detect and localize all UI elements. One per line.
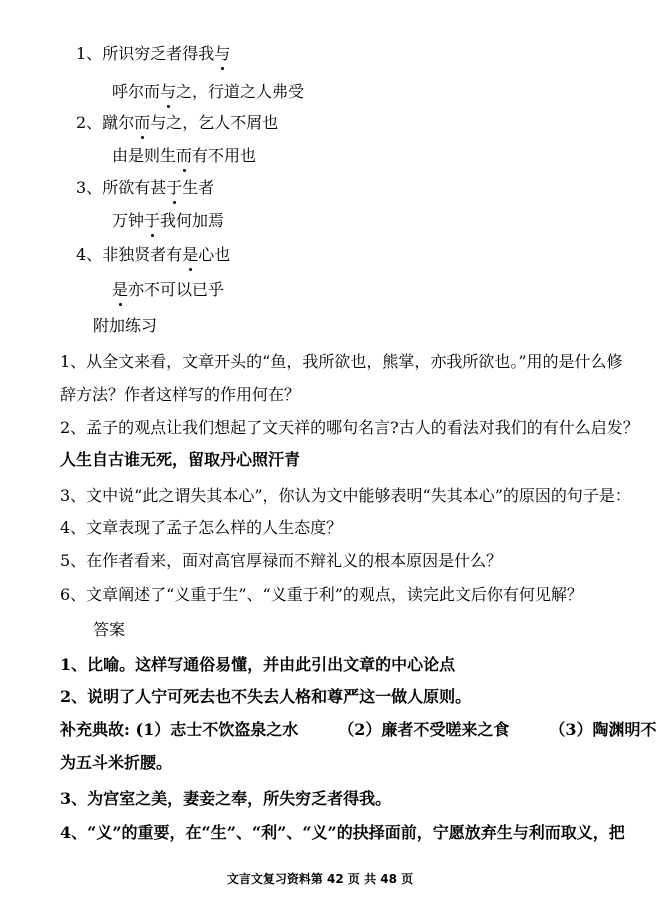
extra-q2-answer: 人生自古谁无死，留取丹心照汗青: [60, 450, 301, 469]
extra-q3: 3、文中说“此之谓失其本心”，你认为文中能够表明“失其本心”的原因的句子是：: [60, 486, 631, 505]
item-text: 万钟: [112, 211, 145, 230]
dotted-char: 是: [112, 280, 129, 299]
item-text: 所识穷乏者得我: [102, 44, 215, 63]
item-text: 心也: [198, 245, 231, 264]
item-2: [76, 113, 278, 133]
extra-heading: 附加练习: [93, 316, 158, 335]
item-4-example: [112, 280, 224, 300]
answer-2: 2、说明了人宁可死去也不失去人格和尊严这一做人原则。: [60, 687, 472, 706]
item-text: 所欲有甚: [102, 178, 167, 197]
extra-q6: 6、文章阐述了“义重于生”、“义重于利”的观点，读完此文后你有何见解？: [60, 585, 583, 604]
extra-q2: 2、孟子的观点让我们想起了文天祥的哪句名言?古人的看法对我们的有什么启发？: [60, 418, 639, 437]
dotted-char: 而: [176, 146, 193, 165]
item-text: 亦不可以已乎: [128, 280, 225, 299]
extra-q5: 5、在作者看来，面对高官厚禄而不辩礼义的根本原因是什么？: [60, 551, 503, 570]
item-text: 有不用也: [192, 146, 257, 165]
item-text: 由是则生: [112, 146, 177, 165]
supplement-item: (1）志士不饮盗泉之水: [135, 720, 299, 739]
item-1: [76, 44, 230, 64]
item-text: 生者: [182, 178, 215, 197]
supplement-label: 补充典故:: [60, 720, 130, 739]
item-1-example: [112, 82, 304, 102]
dotted-char: 与: [160, 82, 177, 101]
extra-q1-line2: 辞方法？作者这样写的作用何在？: [60, 385, 301, 404]
item-text: 呼尔而: [112, 82, 161, 101]
item-3-example: [112, 211, 224, 231]
dotted-char: 于: [166, 178, 183, 197]
answer-3: 3、为宫室之美，妻妾之奉，所失穷乏者得我。: [60, 789, 392, 808]
page-footer: 文言文复习资料第 42 页 共 48 页: [226, 872, 414, 886]
item-text: 之，行道之人弗受: [176, 82, 305, 101]
item-number: 1、: [76, 44, 103, 63]
item-text: 与之，乞人不屑也: [150, 113, 279, 132]
dotted-char: 是: [182, 245, 199, 264]
supplement-cont: 为五斗米折腰。: [60, 753, 173, 772]
item-number: 3、: [76, 178, 103, 197]
item-number: 2、: [76, 113, 103, 132]
item-2-example: [112, 146, 256, 166]
supplement-item: （2）廉者不受嗟来之食: [338, 720, 510, 739]
dotted-char: 与: [214, 44, 231, 63]
answer-1: 1、比喻。这样写通俗易懂，并由此引出文章的中心论点: [60, 655, 456, 674]
extra-q1-line1: 1、从全文来看，文章开头的“鱼，我所欲也，熊掌，亦我所欲也。”用的是什么修: [60, 352, 623, 371]
supplement-line: [60, 720, 657, 740]
item-3: [76, 178, 214, 198]
item-text: 蹴尔: [102, 113, 135, 132]
extra-q4: 4、文章表现了孟子怎么样的人生态度？: [60, 518, 343, 537]
dotted-char: 于: [144, 211, 161, 230]
item-4: [76, 245, 230, 265]
item-number: 4、: [76, 245, 103, 264]
dotted-char: 而: [134, 113, 151, 132]
item-text: 非独贤者有: [102, 245, 183, 264]
answer-4: 4、“义”的重要，在“生”、“利”、“义”的抉择面前，宁愿放弃生与利而取义，把: [60, 823, 625, 842]
supplement-item: （3）陶渊明不: [549, 720, 657, 739]
answers-heading: 答案: [93, 620, 126, 639]
item-text: 我何加焉: [160, 211, 225, 230]
